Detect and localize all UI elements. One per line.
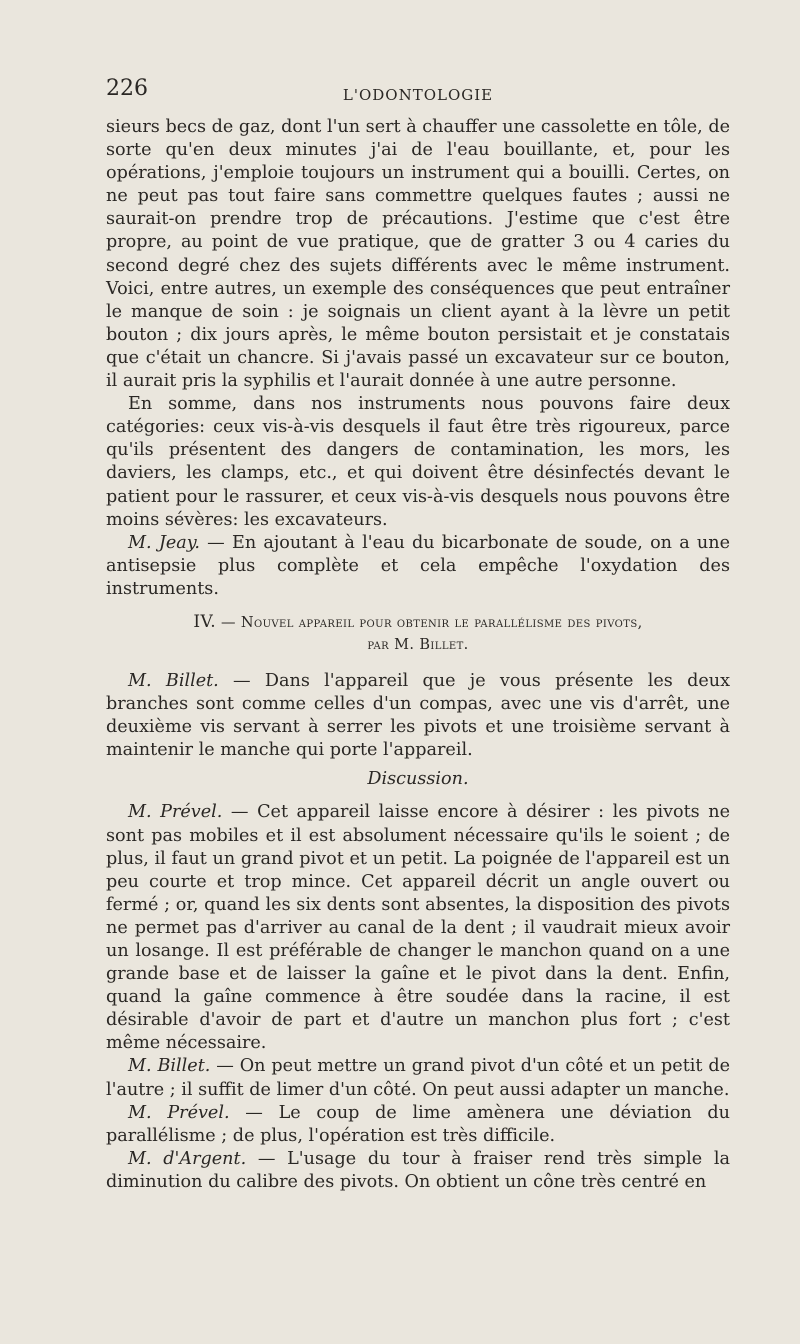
paragraph-3-text: — En ajoutant à l'eau du bicarbonate de soude, on a une antisepsie plus complète et cela empêche l'oxydation des instruments. xyxy=(106,532,730,599)
paragraph-1: sieurs becs de gaz, dont l'un sert à chauffer une cassolette en tôle, de sorte qu'en deux minutes j'ai de l'eau bouillante, et, pour les opérations, j'emploie toujours un instrument qui a bouilli. Certes, on ne peut pas tout faire sans commettre quelques fautes ; aussi ne saurait-on prendre trop de précautions. J'estime que c'est être propre, au point de vue pratique, que de gratter 3 ou 4 caries du second degré chez des sujets différents avec le même instrument. Voici, entre autres, un exemple des conséquences que peut entraîner le manque de soin : je soignais un client ayant à la lèvre un petit bouton ; dix jours après, le même bouton persistait et je constatais que c'était un chancre. Si j'avais passé un excavateur sur ce bouton, il aurait pris la syphilis et l'aurait donnée à une autre personne. xyxy=(106,117,730,392)
section-title-line-2: par M. Billet. xyxy=(367,636,469,653)
paragraph-3 xyxy=(106,532,730,601)
section-heading-line-1 xyxy=(106,611,730,634)
paragraph-8-text: — L'usage du tour à fraiser rend très simple la diminution du calibre des pivots. On obtient un cône très centré en xyxy=(106,1148,730,1192)
speaker-name: M. d'Argent. xyxy=(128,1148,247,1169)
paragraph-6-text: — On peut mettre un grand pivot d'un côté et un petit de l'autre ; il suffit de limer d'un côté. On peut aussi adapter un manche. xyxy=(106,1056,731,1100)
paragraph-6 xyxy=(106,1055,730,1101)
speaker-name: M. Prével. xyxy=(128,1102,230,1123)
paragraph-5-text: — Cet appareil laisse encore à désirer : les pivots ne sont pas mobiles et il est absolument nécessaire qu'ils le soient ; de plus, il faut un grand pivot et un petit. La poignée de l'appareil est un peu courte et trop mince. Cet appareil décrit un angle ouvert ou fermé ; or, quand les six dents sont absentes, la disposition des pivots ne permet pas d'arriver au canal de la dent ; il vaudrait mieux avoir un losange. Il est préférable de changer le manchon quand on a une grande base et de laisser la gaîne et le pivot dans la dent. Enfin, quand la gaîne commence à être soudée dans la racine, il est désirable d'avoir de part et d'autre un manchon plus fort ; c'est même nécessaire. xyxy=(106,802,731,1054)
speaker-name: M. Jeay. xyxy=(128,532,200,553)
paragraph-5 xyxy=(106,801,730,1055)
running-title: L'ODONTOLOGIE xyxy=(342,86,494,104)
discussion-heading: Discussion. xyxy=(367,769,469,790)
paragraph-4 xyxy=(106,670,730,762)
paragraph-2: En somme, dans nos instruments nous pouvons faire deux catégories: ceux vis-à-vis desquels il faut être très rigoureux, parce qu'ils présentent des dangers de contamination, les mors, les daviers, les clamps, etc., et qui doivent être désinfectés devant le patient pour le rassurer, et ceux vis-à-vis desquels nous pouvons être moins sévères: les excavateurs. xyxy=(106,394,730,530)
speaker-name: M. Prével. xyxy=(128,802,223,823)
paragraph-4-text: — Dans l'appareil que je vous présente les deux branches sont comme celles d'un compas, avec une vis d'arrêt, une deuxième vis servant à serrer les pivots et une troisième servant à maintenir le manche qui porte l'appareil. xyxy=(106,670,730,761)
running-head xyxy=(106,76,730,116)
section-title-line-1: — Nouvel appareil pour obtenir le parallélisme des pivots, xyxy=(216,614,643,631)
speaker-name: M. Billet. xyxy=(128,1056,211,1077)
body-text xyxy=(106,116,730,1194)
speaker-name: M. Billet. xyxy=(128,670,219,691)
page-number: 226 xyxy=(106,76,148,101)
section-number: IV. xyxy=(193,611,216,632)
paragraph-7 xyxy=(106,1102,730,1148)
paragraph-8 xyxy=(106,1148,730,1194)
paragraph-7-text: — Le coup de lime amènera une déviation du parallélisme ; de plus, l'opération est très difficile. xyxy=(106,1102,730,1146)
section-heading xyxy=(106,611,730,656)
